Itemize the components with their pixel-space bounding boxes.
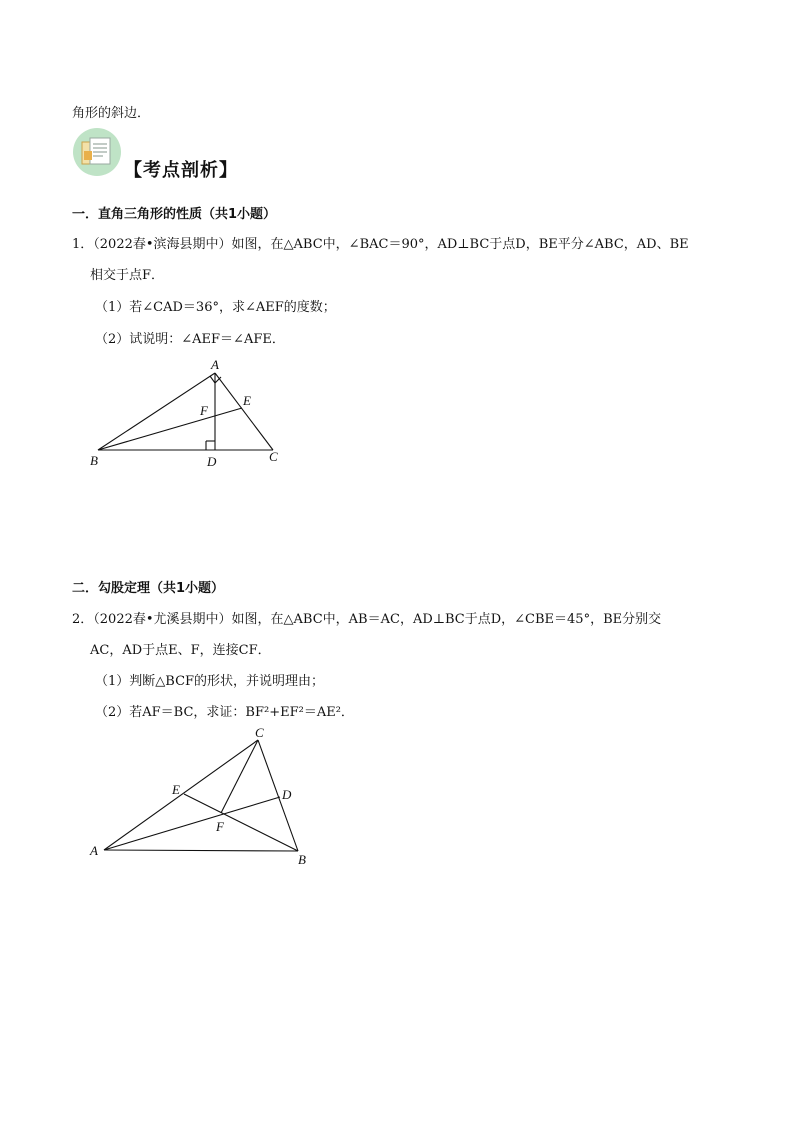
- fig1-bisector-be: [98, 408, 242, 450]
- fig1-side-ac: [215, 373, 273, 450]
- fig1-label-a: A: [211, 357, 219, 372]
- fig1-label-f: F: [200, 403, 208, 418]
- problem-1-stem-line2: 相交于点F．: [90, 268, 165, 283]
- fig2-line-ad: [104, 797, 280, 850]
- figure-1-triangle: [80, 355, 300, 475]
- figure-2-triangle: [80, 725, 320, 870]
- problem-2-stem-line2: AC，AD于点E、F，连接CF．: [90, 643, 271, 658]
- fig2-label-d: D: [282, 787, 292, 802]
- fig2-label-a: A: [90, 843, 98, 858]
- section-1-heading: 一．直角三角形的性质（共1小题）: [72, 207, 277, 222]
- fig1-label-c: C: [269, 449, 278, 464]
- problem-1-source: （2022春•滨海县期中）: [93, 237, 232, 252]
- problem-1-part-1: （1）若∠CAD＝36°，求∠AEF的度数；: [95, 300, 336, 315]
- problem-2-source: （2022春•尤溪县期中）: [93, 612, 232, 627]
- fig1-label-d: D: [207, 454, 217, 469]
- problem-2-stem-line1: 如图，在△ABC中，AB＝AC，AD⊥BC于点D，∠CBE＝45°，BE分别交: [231, 612, 662, 627]
- fig2-side-ac: [104, 740, 258, 850]
- section-2-heading: 二．勾股定理（共1小题）: [72, 581, 225, 596]
- problem-2-part-1: （1）判断△BCF的形状，并说明理由；: [95, 674, 325, 689]
- fig2-label-c: C: [255, 725, 264, 740]
- problem-1-part-2: （2）试说明：∠AEF＝∠AFE．: [95, 332, 285, 347]
- problem-1-stem-line1: 如图，在△ABC中，∠BAC＝90°，AD⊥BC于点D，BE平分∠ABC，AD、BE: [231, 237, 689, 252]
- fig1-side-ab: [98, 373, 215, 450]
- problem-1-number: 1．: [72, 237, 94, 252]
- fig2-label-f: F: [216, 819, 224, 834]
- fig2-label-e: E: [172, 782, 180, 797]
- fig1-label-e: E: [243, 393, 251, 408]
- section-header-title: 【考点剖析】: [124, 160, 238, 181]
- intro-tail-text: 角形的斜边．: [72, 106, 151, 121]
- problem-2-part-2: （2）若AF＝BC，求证：BF²+EF²＝AE²．: [95, 705, 354, 720]
- fig2-label-b: B: [298, 852, 306, 867]
- document-icon: [72, 127, 122, 177]
- problem-2-line1: [72, 608, 661, 627]
- fig2-line-cf: [221, 740, 258, 813]
- fig2-side-ab: [104, 850, 298, 851]
- fig1-label-b: B: [90, 453, 98, 468]
- problem-2-number: 2．: [72, 612, 94, 627]
- problem-1-line1: [72, 233, 689, 252]
